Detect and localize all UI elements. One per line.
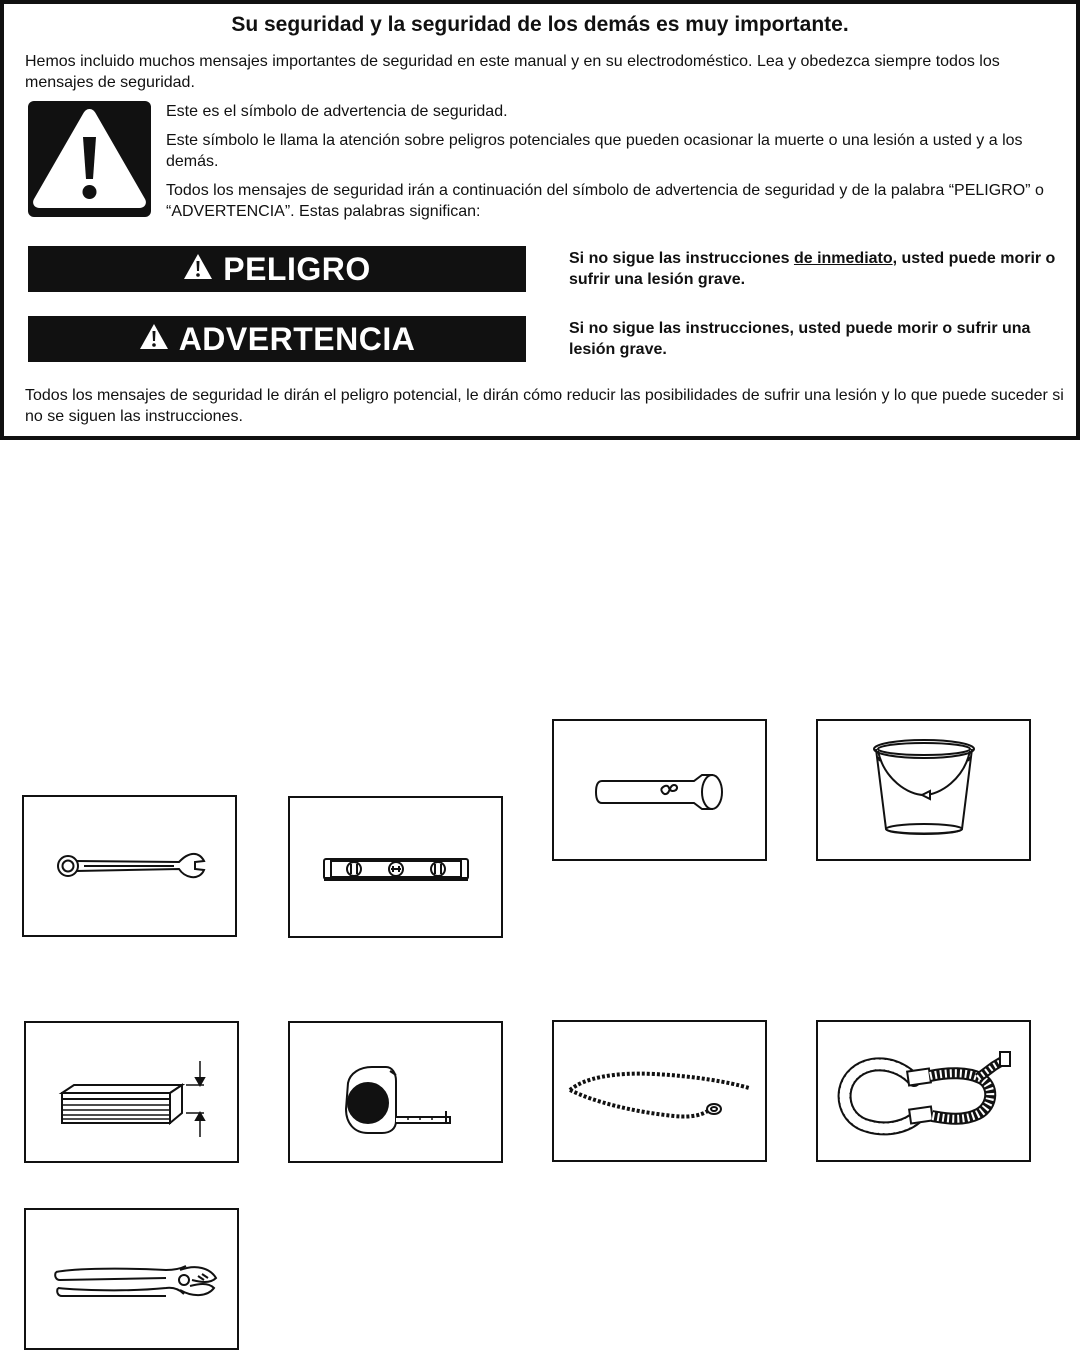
drain-hose-icon (816, 1020, 1031, 1162)
cable-tie-icon (552, 1020, 767, 1162)
danger-emphasis: de inmediato (793, 250, 893, 267)
safety-box (0, 0, 1080, 440)
safety-intro: Hemos incluido muchos mensajes importantes de seguridad en este manual y en su electrodoméstico. Lea y obedezca siempre todos los mensajes de seguridad. (25, 53, 1000, 91)
warning-description: Si no sigue las instrucciones, usted puede morir o sufrir una lesión grave. (569, 320, 1031, 358)
level-icon (288, 796, 503, 938)
warning-alert-icon (139, 321, 169, 358)
danger-banner (28, 246, 526, 292)
bucket-icon (816, 719, 1031, 861)
danger-alert-icon (183, 251, 213, 288)
symbol-definition: Este es el símbolo de advertencia de seguridad. (166, 103, 508, 120)
danger-description: Si no sigue las instrucciones de inmediato, usted puede morir o sufrir una lesión grave. (569, 250, 1056, 288)
wood-block-icon (24, 1021, 239, 1163)
danger-label: PELIGRO (223, 250, 371, 287)
safety-alert-icon (28, 101, 151, 217)
flashlight-icon (552, 719, 767, 861)
safety-outro: Todos los mensajes de seguridad le dirán el peligro potencial, le dirán cómo reducir las posibilidades de sufrir una lesión y lo que puede suceder si no se siguen las instrucciones. (25, 387, 1064, 425)
warning-label: ADVERTENCIA (178, 320, 416, 357)
tape-measure-icon (288, 1021, 503, 1163)
safety-title: Su seguridad y la seguridad de los demás es muy importante. (231, 13, 849, 36)
warning-banner (28, 316, 526, 362)
pliers-icon (24, 1208, 239, 1350)
symbol-meaning: Este símbolo le llama la atención sobre peligros potenciales que pueden ocasionar la muerte o una lesión a usted y a los demás. (166, 132, 1023, 170)
signal-words-intro: Todos los mensajes de seguridad irán a continuación del símbolo de advertencia de seguridad y de la palabra “PELIGRO” o “ADVERTENCIA”. Estas palabras significan: (166, 182, 1044, 220)
wrench-icon (22, 795, 237, 937)
